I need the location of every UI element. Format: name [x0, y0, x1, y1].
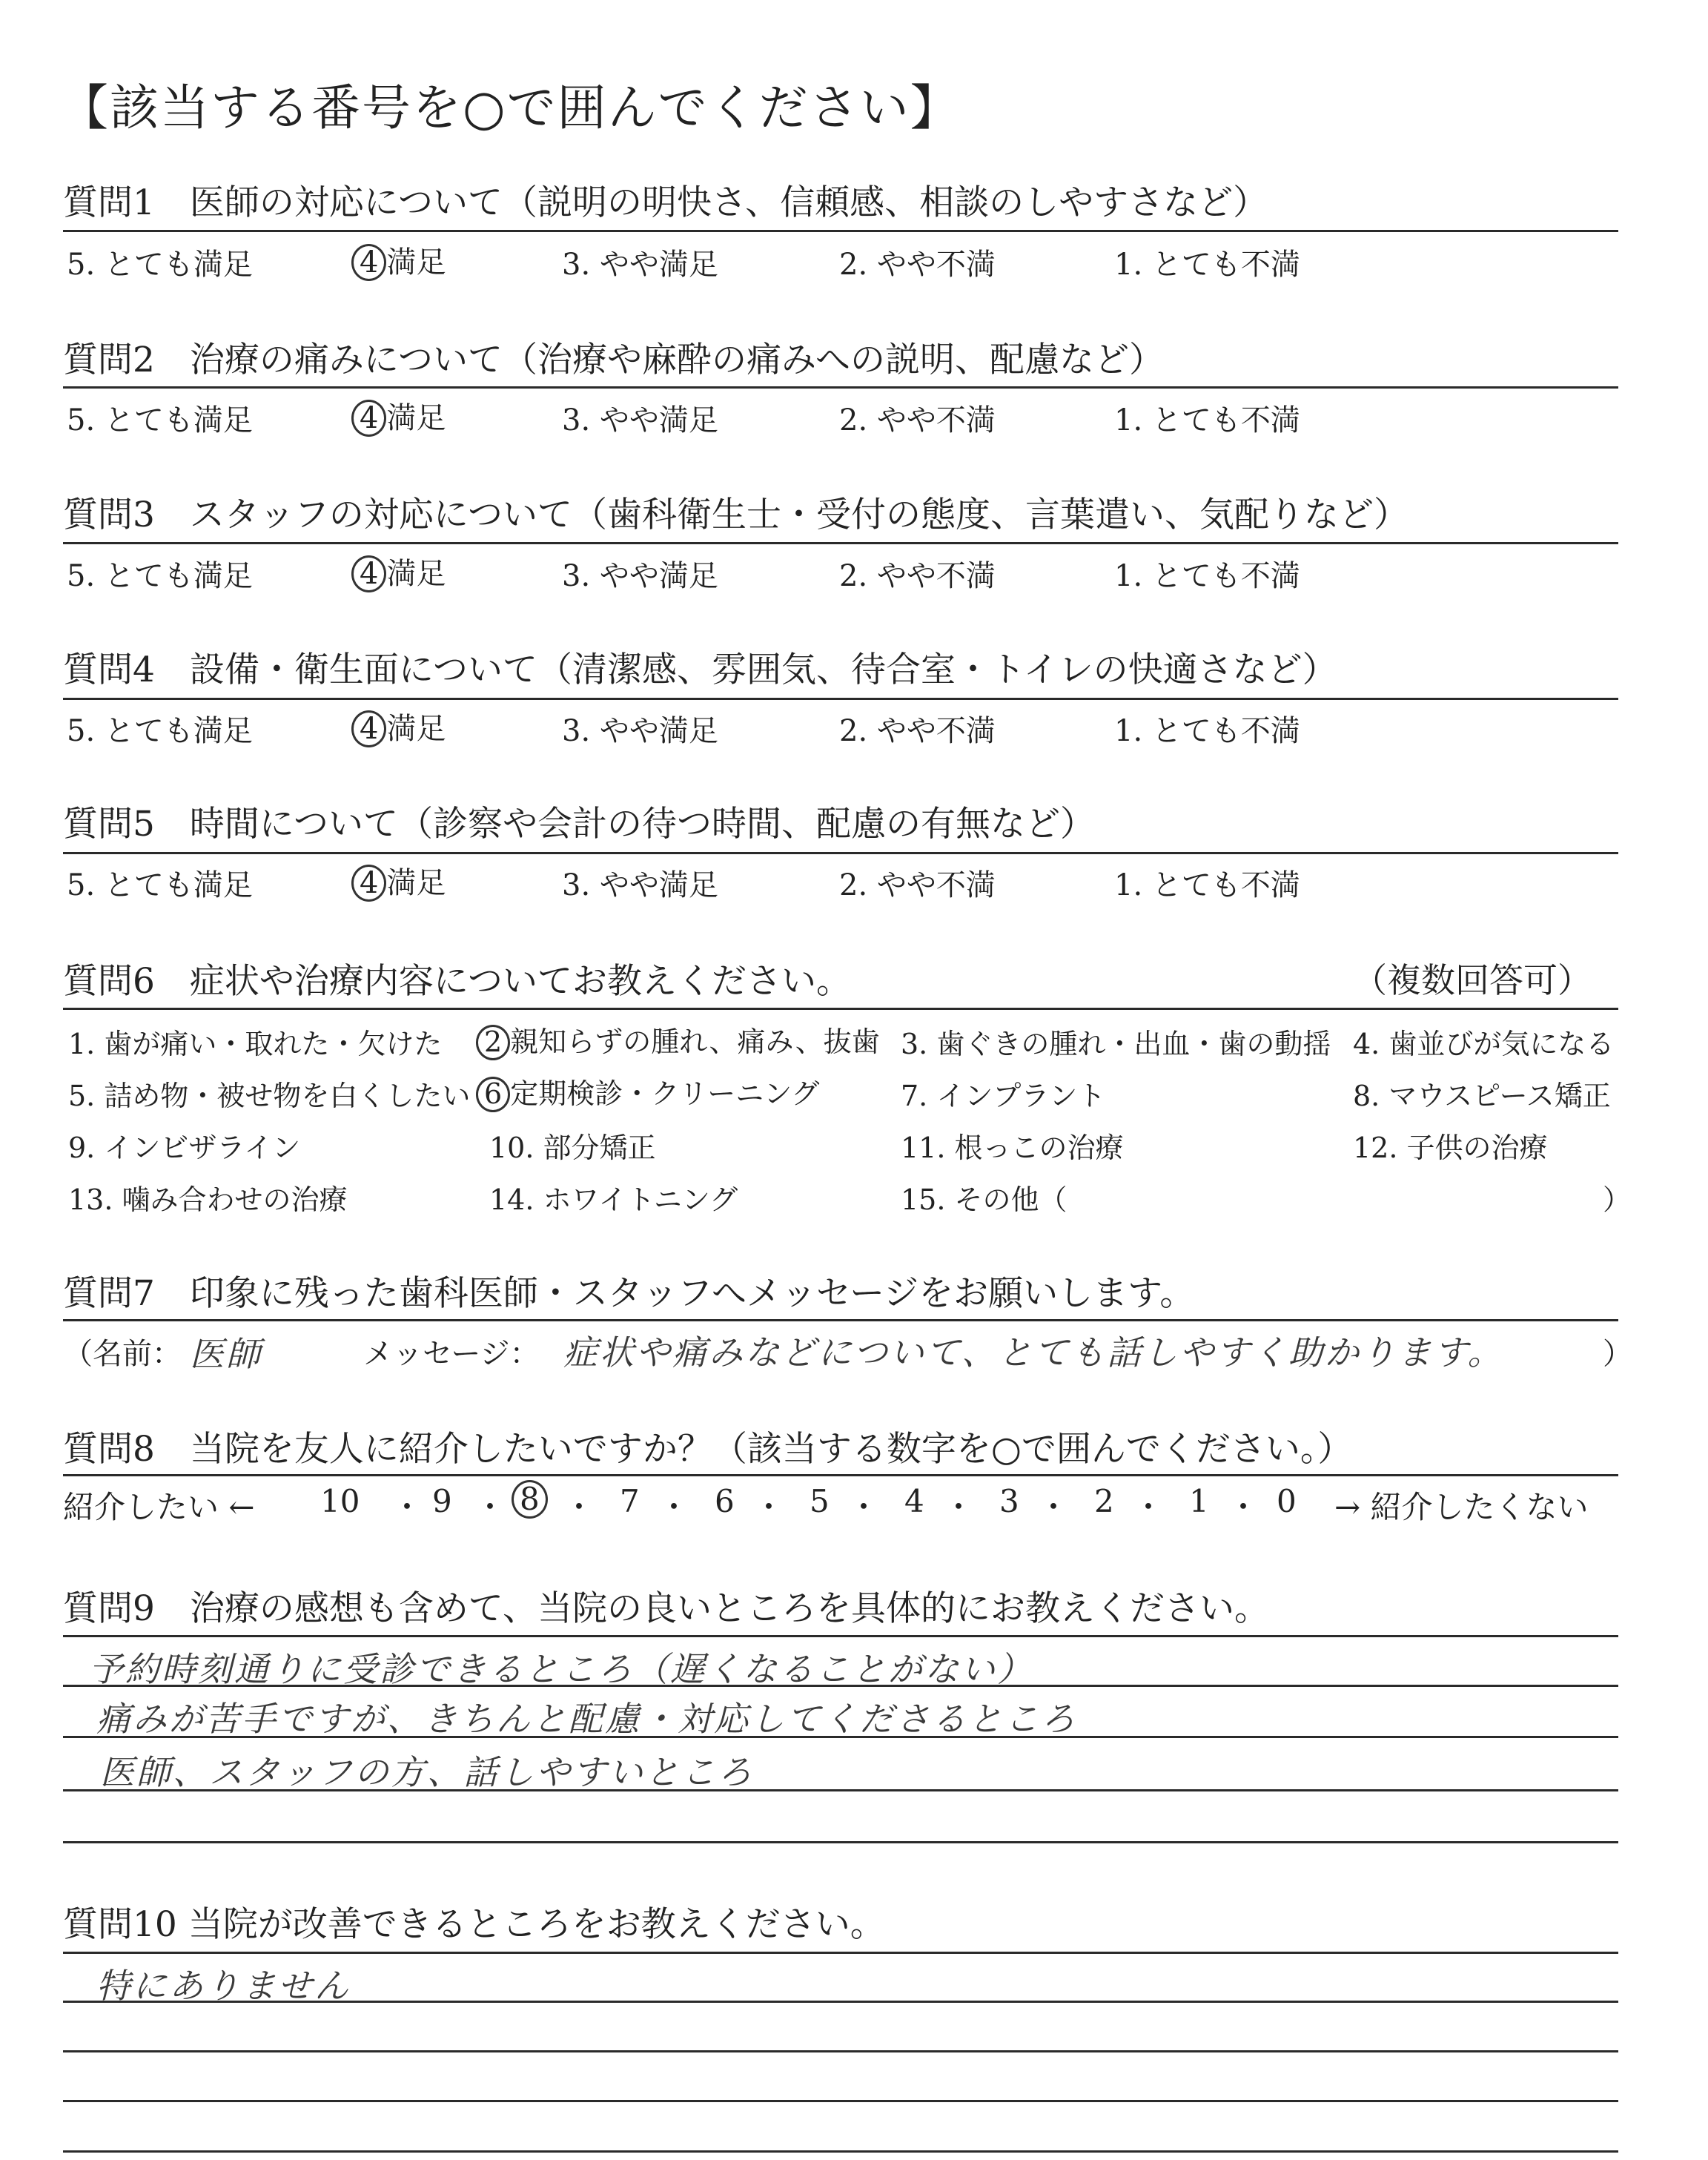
scale-left-label: 紹介したい ← — [63, 1489, 255, 1525]
symptom-option-15-other[interactable]: 15. その他（ — [901, 1183, 1068, 1216]
good-points-answer-2[interactable]: 痛みが苦手ですが、きちんと配慮・対応してくださるところ — [96, 1699, 1077, 1739]
scale-value-7[interactable]: 7 — [620, 1483, 640, 1519]
selection-circle: 4 — [351, 244, 386, 281]
symptom-option-6-label: 定期検診・クリーニング — [510, 1077, 820, 1110]
symptom-option-11[interactable]: 11. 根っこの治療 — [901, 1132, 1124, 1164]
name-value[interactable]: 医師 — [190, 1334, 262, 1374]
rating-option-2[interactable]: 2. やや不満 — [839, 714, 996, 748]
symptom-option-7[interactable]: 7. インプラント — [901, 1080, 1106, 1112]
rating-option-5[interactable]: 5. とても満足 — [67, 403, 253, 437]
message-value[interactable]: 症状や痛みなどについて、とても話しやすく助かります。 — [563, 1332, 1504, 1373]
rating-option-3[interactable]: 3. やや満足 — [562, 559, 718, 593]
question-2-title: 質問2 治療の痛みについて（治療や麻酔の痛みへの説明、配慮など） — [63, 340, 1165, 380]
rating-option-4-selected[interactable] — [351, 394, 446, 437]
message-label: メッセージ： — [363, 1337, 540, 1371]
rating-option-1[interactable]: 1. とても不満 — [1114, 403, 1300, 437]
scale-value-8-selected[interactable] — [512, 1480, 548, 1519]
selection-circle: 4 — [351, 400, 386, 437]
scale-separator: ・ — [391, 1489, 423, 1525]
selection-circle: 4 — [351, 710, 386, 747]
rating-option-5[interactable]: 5. とても満足 — [67, 714, 253, 748]
answer-line-5 — [63, 2150, 1618, 2153]
rating-option-4-selected[interactable] — [351, 859, 446, 902]
rating-option-4-selected[interactable] — [351, 239, 446, 281]
good-points-answer-3[interactable]: 医師、スタッフの方、話しやすいところ — [100, 1752, 754, 1792]
answer-line-1 — [63, 1635, 1618, 1637]
symptom-option-2-label: 親知らずの腫れ、痛み、抜歯 — [510, 1025, 880, 1058]
name-label: （名前： — [63, 1337, 182, 1371]
question-6-title: 質問6 症状や治療内容についてお教えください。 — [63, 961, 851, 1002]
other-close-paren: ） — [1603, 1183, 1632, 1216]
scale-value-6[interactable]: 6 — [715, 1483, 735, 1519]
symptom-option-14[interactable]: 14. ホワイトニング — [489, 1183, 738, 1216]
rating-option-4-selected[interactable] — [351, 550, 446, 592]
form-instruction-title: 【該当する番号を○で囲んでください】 — [59, 79, 961, 136]
rating-option-4-label: 満足 — [386, 866, 446, 900]
question-3-title: 質問3 スタッフの対応について（歯科衛生士・受付の態度、言葉遣い、気配りなど） — [63, 495, 1409, 535]
symptom-option-9[interactable]: 9. インビザライン — [68, 1132, 301, 1164]
rating-option-5[interactable]: 5. とても満足 — [67, 559, 253, 593]
symptom-option-6-selected[interactable] — [476, 1071, 819, 1112]
rating-option-5[interactable]: 5. とても満足 — [67, 248, 253, 282]
question-8-title: 質問8 当院を友人に紹介したいですか？（該当する数字を○で囲んでください。） — [63, 1429, 1353, 1470]
answer-line-1 — [63, 1952, 1618, 1954]
symptom-option-12[interactable]: 12. 子供の治療 — [1353, 1132, 1548, 1164]
symptom-option-5[interactable]: 5. 詰め物・被せ物を白くしたい — [68, 1080, 471, 1112]
scale-value-9[interactable]: 9 — [432, 1483, 452, 1519]
rating-option-2[interactable]: 2. やや不満 — [839, 868, 996, 902]
answer-line-4 — [63, 2100, 1618, 2102]
scale-separator: ・ — [1228, 1489, 1260, 1525]
question-4-title: 質問4 設備・衛生面について（清潔感、雰囲気、待合室・トイレの快適さなど） — [63, 650, 1337, 690]
message-close-paren: ） — [1603, 1337, 1632, 1371]
rating-option-1[interactable]: 1. とても不満 — [1114, 714, 1300, 748]
scale-value-2[interactable]: 2 — [1094, 1483, 1114, 1519]
question-7-title: 質問7 印象に残った歯科医師・スタッフへメッセージをお願いします。 — [63, 1273, 1195, 1314]
rating-option-1[interactable]: 1. とても不満 — [1114, 559, 1300, 593]
scale-separator: ・ — [848, 1489, 880, 1525]
rating-option-4-label: 満足 — [386, 557, 446, 591]
scale-separator: ・ — [943, 1489, 975, 1525]
scale-value-0[interactable]: 0 — [1277, 1483, 1297, 1519]
symptom-option-2-selected[interactable] — [476, 1019, 880, 1060]
scale-value-1[interactable]: 1 — [1189, 1483, 1209, 1519]
rating-option-1[interactable]: 1. とても不満 — [1114, 868, 1300, 902]
rating-option-3[interactable]: 3. やや満足 — [562, 868, 718, 902]
scale-right-label: → 紹介したくない — [1334, 1489, 1589, 1525]
symptom-option-1[interactable]: 1. 歯が痛い・取れた・欠けた — [68, 1028, 443, 1060]
selection-circle: 4 — [351, 865, 386, 902]
scale-separator: ・ — [1133, 1489, 1165, 1525]
scale-value-5[interactable]: 5 — [810, 1483, 830, 1519]
rating-option-2[interactable]: 2. やや不満 — [839, 403, 996, 437]
question-8-rule — [63, 1474, 1618, 1476]
question-4-rule — [63, 698, 1618, 700]
selection-circle: 6 — [476, 1077, 510, 1112]
question-6-rule — [63, 1008, 1618, 1010]
rating-option-3[interactable]: 3. やや満足 — [562, 403, 718, 437]
scale-separator: ・ — [753, 1489, 785, 1525]
question-3-rule — [63, 542, 1618, 544]
selection-circle: 2 — [476, 1025, 510, 1060]
question-9-title: 質問9 治療の感想も含めて、当院の良いところを具体的にお教えください。 — [63, 1588, 1269, 1629]
selection-circle: 8 — [512, 1480, 548, 1519]
selection-circle: 4 — [351, 555, 386, 592]
scale-separator: ・ — [658, 1489, 690, 1525]
rating-option-2[interactable]: 2. やや不満 — [839, 559, 996, 593]
scale-value-10[interactable]: 10 — [320, 1483, 360, 1519]
rating-option-3[interactable]: 3. やや満足 — [562, 714, 718, 748]
answer-line-3 — [63, 2050, 1618, 2052]
symptom-option-8[interactable]: 8. マウスピース矯正 — [1353, 1080, 1611, 1112]
question-7-rule — [63, 1319, 1618, 1321]
question-5-title: 質問5 時間について（診察や会計の待つ時間、配慮の有無など） — [63, 804, 1095, 845]
symptom-option-3[interactable]: 3. 歯ぐきの腫れ・出血・歯の動揺 — [901, 1028, 1331, 1060]
improvement-answer-1[interactable]: 特にありません — [96, 1966, 351, 2006]
rating-option-1[interactable]: 1. とても不満 — [1114, 248, 1300, 282]
rating-option-5[interactable]: 5. とても満足 — [67, 868, 253, 902]
symptom-option-13[interactable]: 13. 噛み合わせの治療 — [68, 1183, 348, 1216]
symptom-option-10[interactable]: 10. 部分矯正 — [489, 1132, 656, 1164]
scale-separator: ・ — [1038, 1489, 1070, 1525]
scale-value-4[interactable]: 4 — [904, 1483, 924, 1519]
answer-line-5 — [63, 1841, 1618, 1843]
question-10-title: 質問10 当院が改善できるところをお教えください。 — [63, 1904, 885, 1945]
question-2-rule — [63, 386, 1618, 389]
rating-option-3[interactable]: 3. やや満足 — [562, 248, 718, 282]
rating-option-4-label: 満足 — [386, 245, 446, 280]
scale-separator: ・ — [563, 1489, 595, 1525]
rating-option-4-selected[interactable] — [351, 705, 446, 747]
rating-option-4-label: 満足 — [386, 712, 446, 746]
scale-separator: ・ — [474, 1489, 506, 1525]
rating-option-4-label: 満足 — [386, 401, 446, 435]
multiple-answers-note: （複数回答可） — [1353, 960, 1592, 1000]
symptom-option-4[interactable]: 4. 歯並びが気になる — [1353, 1028, 1615, 1060]
question-1-rule — [63, 230, 1618, 232]
rating-option-2[interactable]: 2. やや不満 — [839, 248, 996, 282]
question-5-rule — [63, 852, 1618, 854]
scale-value-3[interactable]: 3 — [999, 1483, 1019, 1519]
good-points-answer-1[interactable]: 予約時刻通りに受診できるところ（遅くなることがない） — [89, 1649, 1033, 1689]
question-1-title: 質問1 医師の対応について（説明の明快さ、信頼感、相談のしやすさなど） — [63, 182, 1268, 223]
